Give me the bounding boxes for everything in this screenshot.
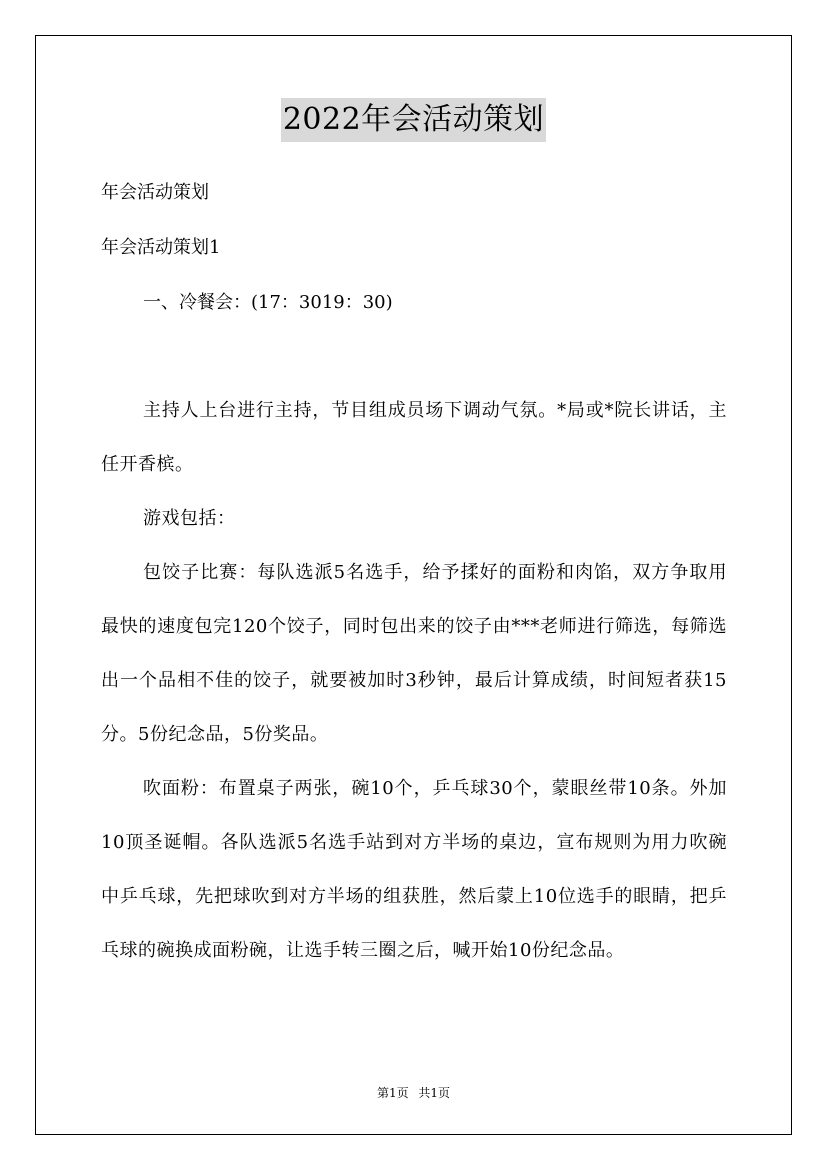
document-title: 2022年会活动策划 xyxy=(281,98,546,142)
document-title-container xyxy=(0,98,827,142)
paragraph-flour-game: 吹面粉：布置桌子两张，碗10个，乒乓球30个，蒙眼丝带10条。外加10顶圣诞帽。各队选派5名选手站到对方半场的桌边，宣布规则为用力吹碗中乒乓球，先把球吹到对方半场的组获胜，然后蒙上10位选手的眼睛，把乒乓球的碗换成面粉碗，让选手转三圈之后，喊开始10份纪念品。 xyxy=(101,778,727,961)
page-number: 第1页 xyxy=(376,1086,409,1100)
agenda-item-cold-buffet: 一、冷餐会：(17：3019：30) xyxy=(143,292,393,313)
page-footer xyxy=(0,1085,827,1101)
paragraph-dumpling-game: 包饺子比赛：每队选派5名选手，给予揉好的面粉和肉馅，双方争取用最快的速度包完120个饺子，同时包出来的饺子由***老师进行筛选，每筛选出一个品相不佳的饺子，就要被加时3秒钟，最后计算成绩，时间短者获15分。5份纪念品，5份奖品。 xyxy=(101,562,727,745)
document-subtitle: 年会活动策划 xyxy=(101,182,209,203)
page-total: 共1页 xyxy=(418,1086,451,1100)
section-heading: 年会活动策划1 xyxy=(101,237,221,258)
paragraph-games-intro: 游戏包括： xyxy=(143,508,236,529)
paragraph-host-intro: 主持人上台进行主持，节目组成员场下调动气氛。*局或*院长讲话，主任开香槟。 xyxy=(101,400,727,475)
